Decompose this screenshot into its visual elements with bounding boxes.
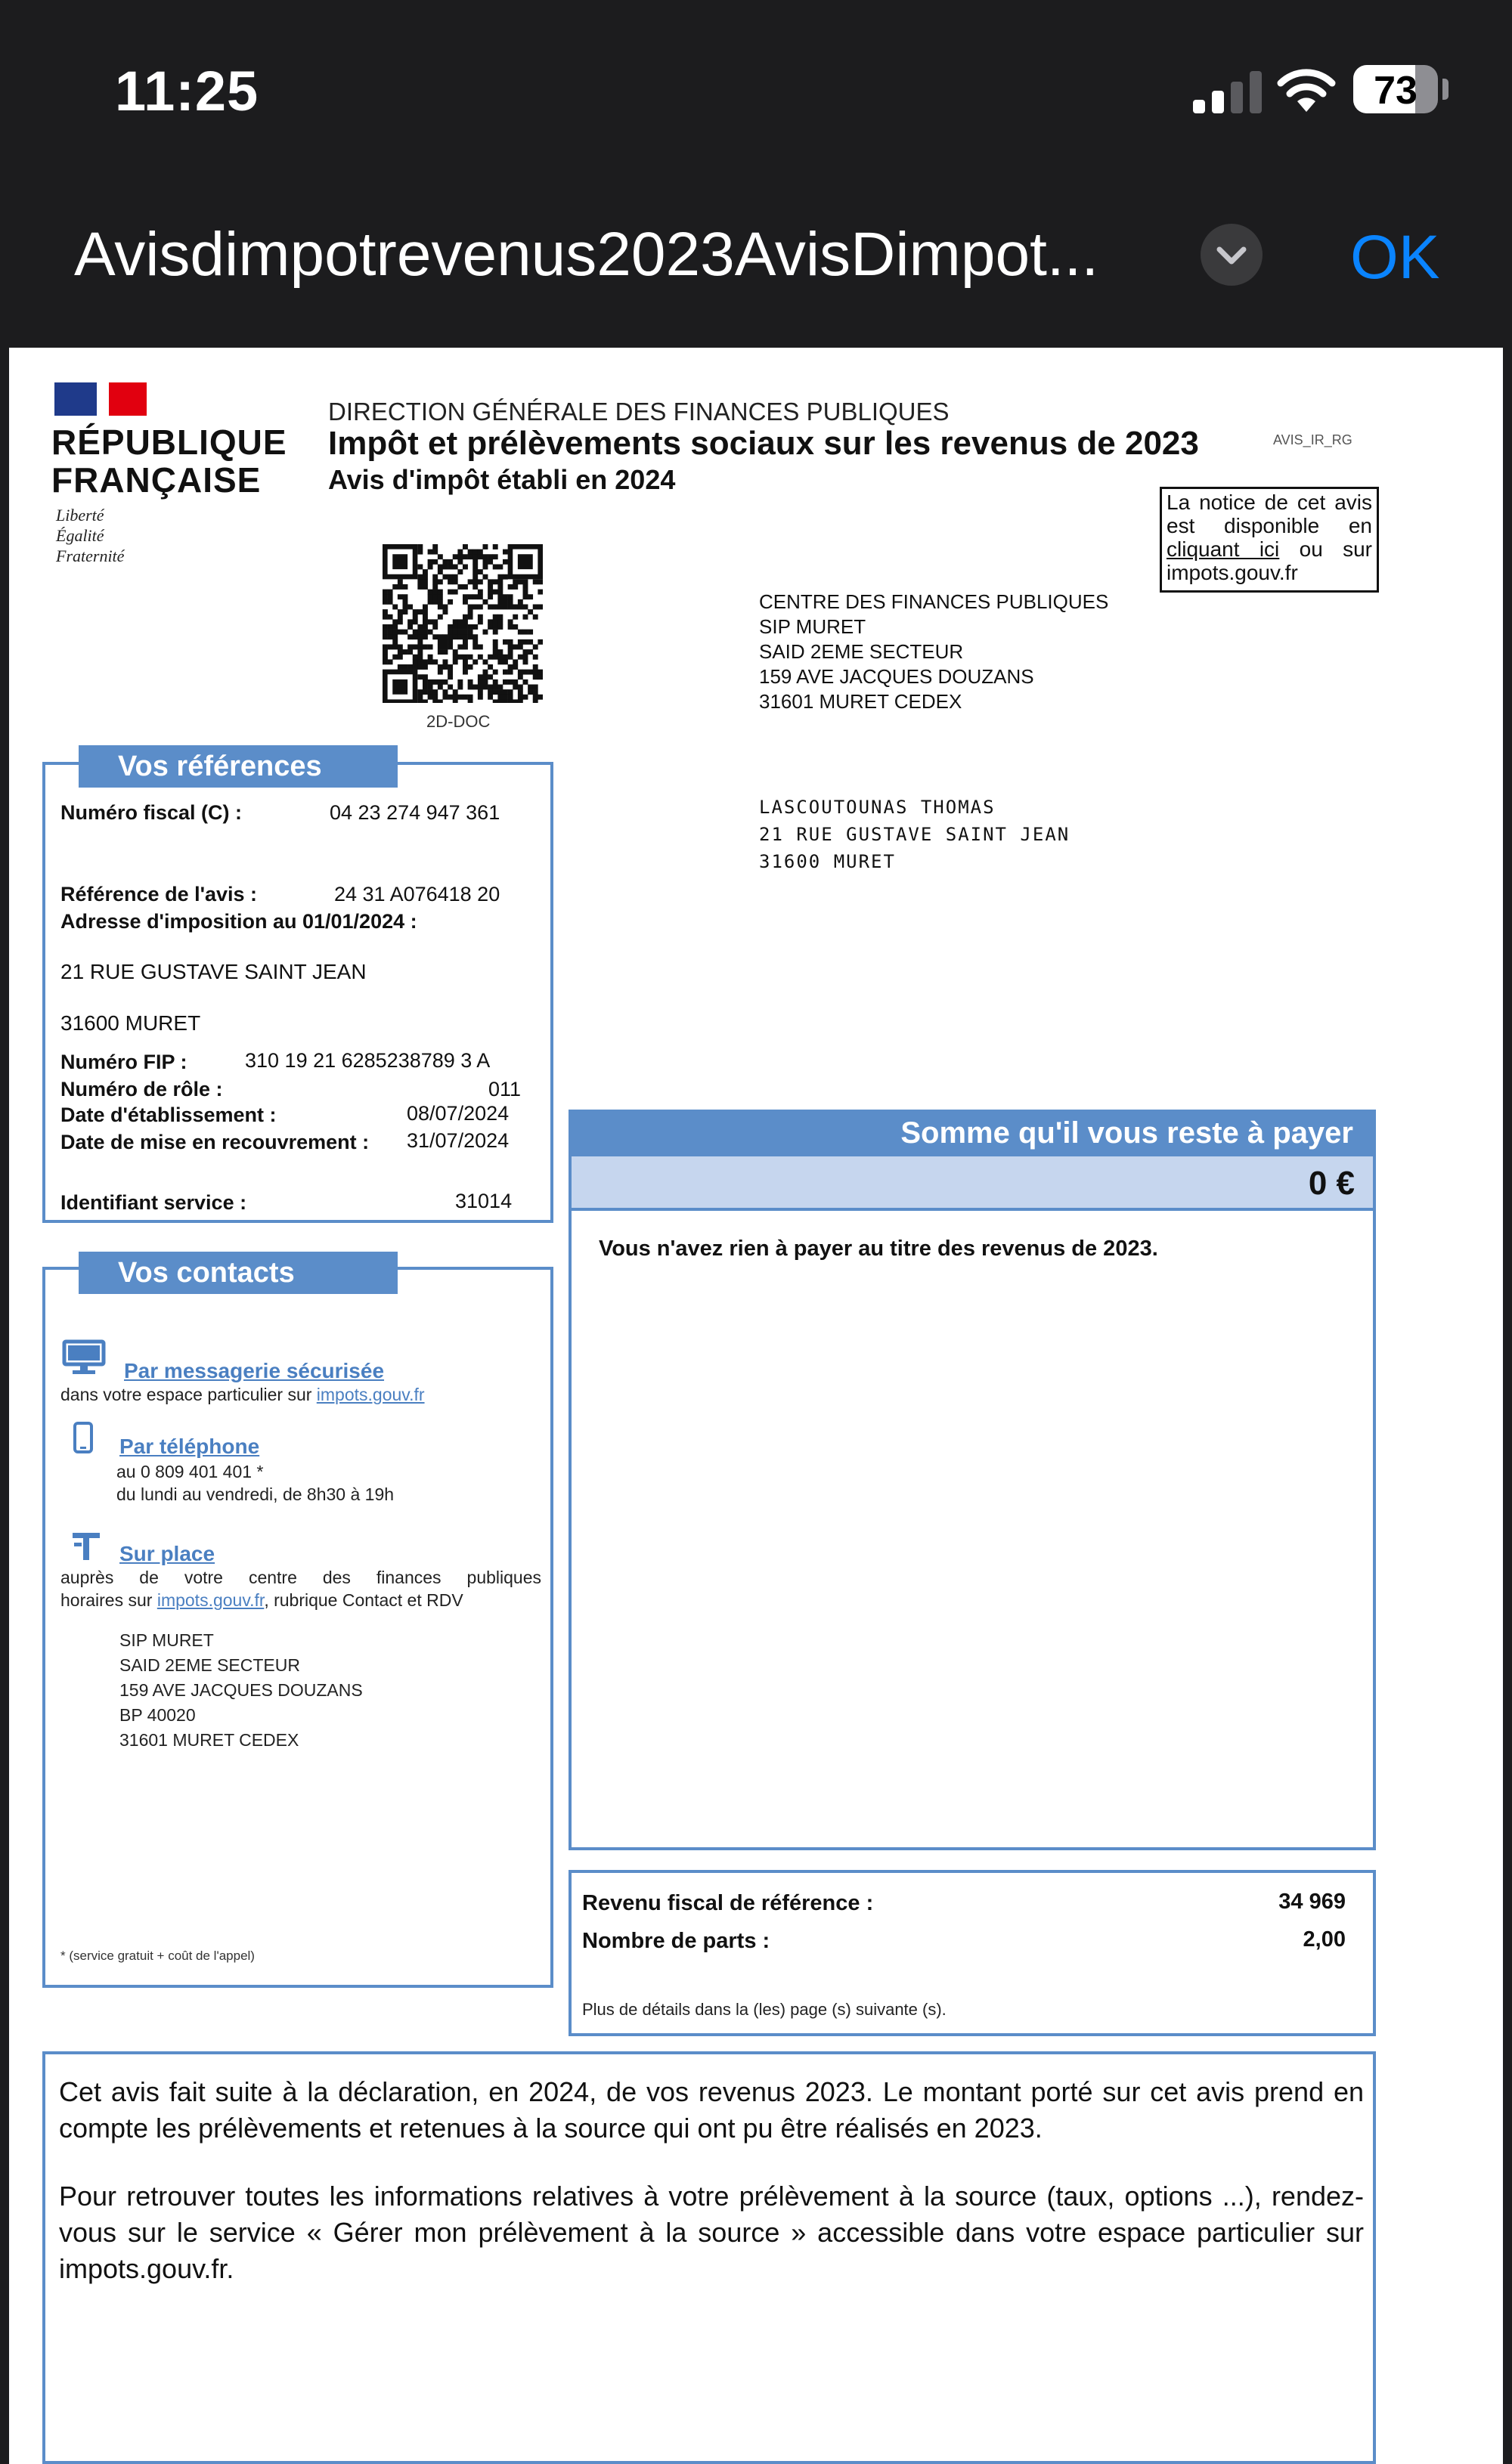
info-paragraph-1: Cet avis fait suite à la déclaration, en 2024, de vos revenus 2023. Le montant porté sur cet avis prend en compte les prélèvements et retenues à la source qui ont pu être réalisés en 2023. — [59, 2076, 1364, 2144]
contact-surplace-link[interactable]: Sur place — [119, 1542, 215, 1565]
status-time: 11:25 — [115, 60, 259, 122]
contact-telephone-link[interactable]: Par téléphone — [119, 1435, 260, 1458]
payment-header: Somme qu'il vous reste à payer — [569, 1110, 1376, 1156]
adresse-imposition-line2: 31600 MURET — [60, 1011, 201, 1035]
numero-fiscal-value: 04 23 274 947 361 — [330, 801, 500, 824]
notice-title: Impôt et prélèvements sociaux sur les revenus de 2023 — [328, 425, 1199, 462]
date-recouvrement-value: 31/07/2024 — [407, 1129, 510, 1152]
date-etablissement-label: Date d'établissement : — [60, 1104, 277, 1126]
logo-text: RÉPUBLIQUE FRANÇAISE — [51, 423, 287, 500]
issuer: DIRECTION GÉNÉRALE DES FINANCES PUBLIQUES — [328, 398, 950, 426]
wifi-icon — [1276, 67, 1337, 113]
office-address: SIP MURET SAID 2EME SECTEUR 159 AVE JACQUES DOUZANS BP 40020 31601 MURET CEDEX — [119, 1630, 363, 1750]
parts-value: 2,00 — [1303, 1927, 1346, 1952]
republique-francaise-logo — [44, 381, 287, 567]
numero-role-label: Numéro de rôle : — [60, 1078, 223, 1100]
contact-messagerie-text — [60, 1385, 425, 1405]
surplace-hours-after: , rubrique Contact et RDV — [264, 1590, 463, 1610]
qr-label: 2D-DOC — [426, 712, 491, 731]
surplace-hours — [60, 1590, 463, 1611]
marianne-flag-icon — [54, 382, 147, 416]
document-title: Avisdimpotrevenus2023AvisDimpot... — [74, 220, 1099, 289]
contact-messagerie-link[interactable]: Par messagerie sécurisée — [124, 1359, 385, 1382]
numero-fip-value: 310 19 21 6285238789 3 A — [245, 1049, 491, 1072]
date-recouvrement-label: Date de mise en recouvrement : — [60, 1131, 370, 1153]
title-menu-button[interactable] — [1201, 224, 1263, 286]
payment-message: Vous n'avez rien à payer au titre des revenus de 2023. — [599, 1237, 1158, 1261]
logo-motto: Liberté Égalité Fraternité — [56, 506, 125, 565]
taxpayer-address: LASCOUTOUNAS THOMAS 21 RUE GUSTAVE SAINT JEAN 31600 MURET — [759, 797, 1070, 872]
rfr-label: Revenu fiscal de référence : — [582, 1891, 874, 1915]
info-paragraph-2: Pour retrouver toutes les informations relatives à votre prélèvement à la source (taux, options ...), rendez-vous sur le service « Gérer mon prélèvement à la source » accessible dans votre espace particulier sur impots.gouv.fr. — [59, 2181, 1364, 2284]
payment-box — [569, 1110, 1376, 1850]
contacts-footnote: * (service gratuit + coût de l'appel) — [60, 1949, 255, 1963]
qr-code-icon — [383, 544, 543, 703]
tax-center-address: CENTRE DES FINANCES PUBLIQUES SIP MURET SAID 2EME SECTEUR 159 AVE JACQUES DOUZANS 31601 MURET CEDEX — [759, 590, 1109, 713]
reference-avis-label: Référence de l'avis : — [60, 883, 258, 905]
numero-role-value: 011 — [488, 1078, 522, 1100]
reference-avis-value: 24 31 A076418 20 — [334, 883, 500, 905]
telephone-hours: du lundi au vendredi, de 8h30 à 19h — [116, 1484, 395, 1504]
cellular-signal-icon — [1193, 71, 1263, 113]
telephone-number: au 0 809 401 401 * — [116, 1462, 264, 1481]
surplace-impots-link[interactable]: impots.gouv.fr — [156, 1590, 265, 1610]
identifiant-service-value: 31014 — [455, 1190, 513, 1212]
ok-button[interactable]: OK — [1350, 223, 1440, 292]
form-code: AVIS_IR_RG — [1273, 432, 1352, 447]
phone-icon — [73, 1421, 94, 1454]
surplace-text: auprès de votre centre des finances publiques — [60, 1568, 541, 1587]
contacts-header: Vos contacts — [79, 1252, 398, 1294]
battery-icon — [1353, 65, 1438, 113]
battery-percent: 73 — [1374, 69, 1418, 113]
battery-cap — [1442, 79, 1448, 100]
rfr-value: 34 969 — [1278, 1890, 1346, 1914]
notice-info-box — [1160, 487, 1379, 593]
messagerie-text: dans votre espace particulier sur — [60, 1385, 317, 1404]
references-header: Vos références — [79, 745, 398, 788]
fiscal-note: Plus de détails dans la (les) page (s) suivante (s). — [582, 2000, 947, 2019]
notice-text-after: ou sur impots.gouv.fr — [1167, 537, 1373, 584]
notice-subtitle: Avis d'impôt établi en 2024 — [328, 464, 676, 495]
surplace-hours-before: horaires sur — [60, 1590, 157, 1610]
date-etablissement-value: 08/07/2024 — [407, 1102, 510, 1125]
computer-icon — [62, 1339, 106, 1376]
payment-amount: 0 € — [572, 1156, 1373, 1211]
parts-label: Nombre de parts : — [582, 1929, 770, 1953]
chevron-down-icon — [1215, 240, 1248, 271]
identifiant-service-label: Identifiant service : — [60, 1191, 247, 1214]
numero-fip-label: Numéro FIP : — [60, 1051, 187, 1073]
office-building-icon — [70, 1528, 103, 1562]
status-bar — [0, 0, 1512, 174]
adresse-imposition-label: Adresse d'imposition au 01/01/2024 : — [60, 910, 417, 933]
notice-link[interactable]: cliquant ici — [1167, 537, 1280, 561]
notice-text-before: La notice de cet avis est disponible en — [1167, 491, 1372, 537]
tax-notice-page — [9, 348, 1503, 2464]
adresse-imposition-line1: 21 RUE GUSTAVE SAINT JEAN — [60, 960, 367, 983]
messagerie-impots-link[interactable]: impots.gouv.fr — [316, 1385, 425, 1404]
numero-fiscal-label: Numéro fiscal (C) : — [60, 801, 243, 824]
